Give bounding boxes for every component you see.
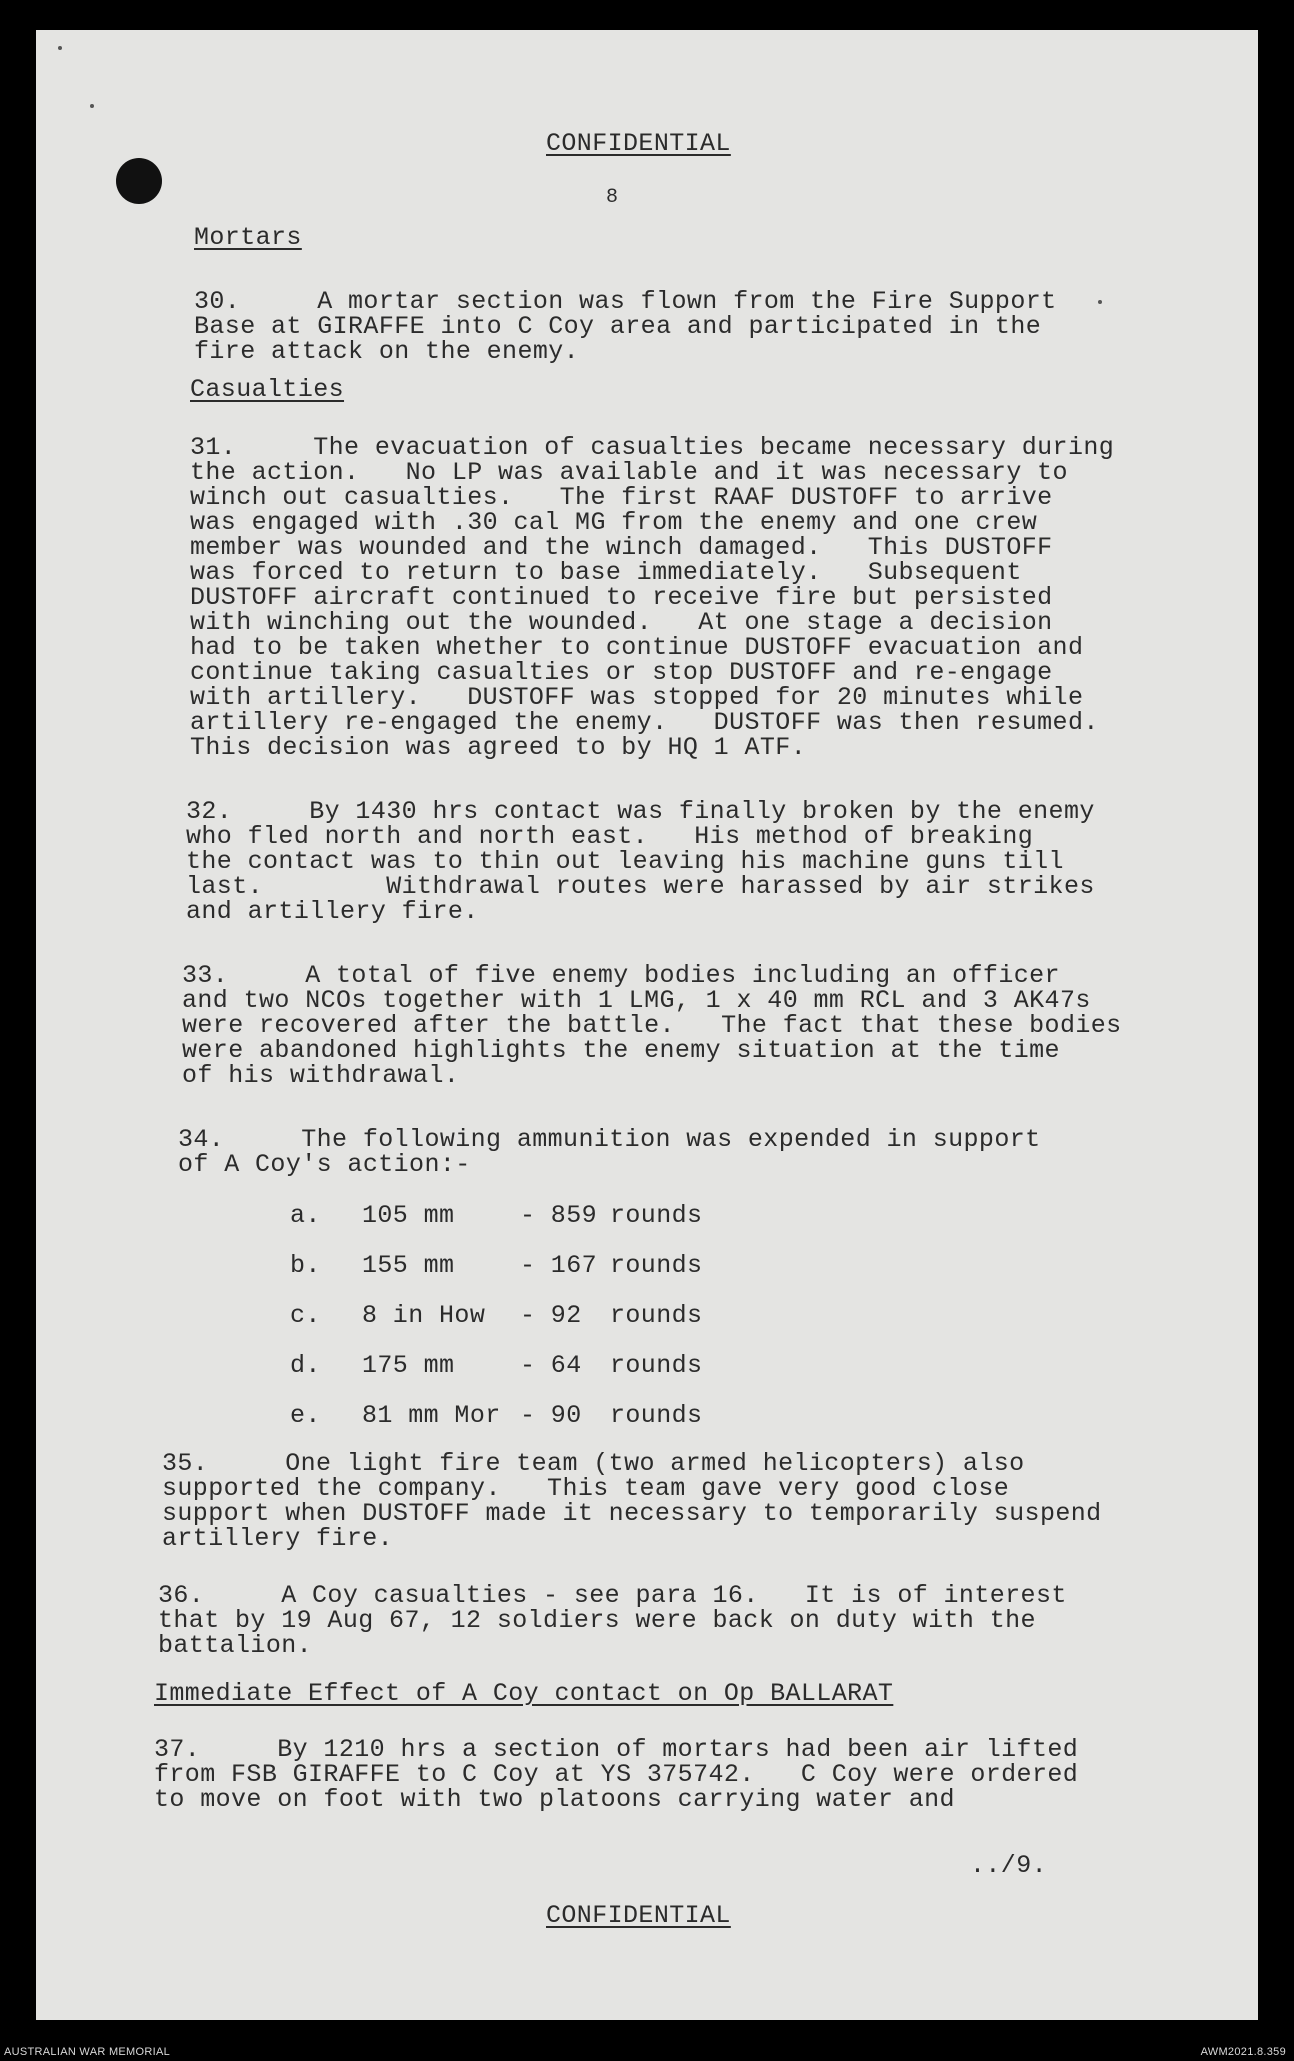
item-unit: rounds bbox=[610, 1251, 703, 1280]
heading-casualties: Casualties bbox=[190, 375, 345, 404]
text-line: 35. One light fire team (two armed helicopters) also bbox=[162, 1449, 1025, 1478]
item-unit: rounds bbox=[610, 1351, 703, 1380]
text-line: and two NCOs together with 1 LMG, 1 x 40 mm RCL and 3 AK47s bbox=[182, 986, 1091, 1015]
text-line: 31. The evacuation of casualties became necessary during bbox=[190, 433, 1115, 462]
text-line: of his withdrawal. bbox=[182, 1061, 460, 1090]
text-line: continue taking casualties or stop DUSTOFF and re-engage bbox=[190, 658, 1053, 687]
text-line: had to be taken whether to continue DUSTOFF evacuation and bbox=[190, 633, 1084, 662]
text-line: 37. By 1210 hrs a section of mortars had been air lifted bbox=[154, 1735, 1079, 1764]
text-line: of A Coy's action:- bbox=[178, 1150, 471, 1179]
text-line: were abandoned highlights the enemy situation at the time bbox=[182, 1036, 1060, 1065]
item-weapon: 175 mm bbox=[362, 1351, 455, 1380]
text-line: the contact was to thin out leaving his machine guns till bbox=[186, 847, 1064, 876]
item-count: - 92 bbox=[520, 1301, 582, 1330]
text-line: support when DUSTOFF made it necessary to temporarily suspend bbox=[162, 1499, 1102, 1528]
item-weapon: 81 mm Mor bbox=[362, 1401, 501, 1430]
text-line: member was wounded and the winch damaged. This DUSTOFF bbox=[190, 533, 1053, 562]
text-line: with artillery. DUSTOFF was stopped for 20 minutes while bbox=[190, 683, 1084, 712]
item-weapon: 8 in How bbox=[362, 1301, 486, 1330]
footer-classification: CONFIDENTIAL bbox=[546, 1901, 731, 1930]
archive-reference: AWM2021.8.359 bbox=[1200, 2046, 1286, 2058]
text-line: This decision was agreed to by HQ 1 ATF. bbox=[190, 733, 807, 762]
paper-speck bbox=[90, 104, 94, 108]
item-letter: d. bbox=[290, 1351, 321, 1380]
punch-hole bbox=[116, 158, 162, 204]
item-count: - 64 bbox=[520, 1351, 582, 1380]
archive-institution: AUSTRALIAN WAR MEMORIAL bbox=[4, 2046, 171, 2058]
item-unit: rounds bbox=[610, 1301, 703, 1330]
text-line: the action. No LP was available and it was necessary to bbox=[190, 458, 1068, 487]
document-page bbox=[36, 30, 1258, 2020]
text-line: to move on foot with two platoons carrying water and bbox=[154, 1785, 955, 1814]
heading-immediate-effect: Immediate Effect of A Coy contact on Op BALLARAT bbox=[154, 1679, 894, 1708]
text-line: DUSTOFF aircraft continued to receive fire but persisted bbox=[190, 583, 1053, 612]
text-line: fire attack on the enemy. bbox=[194, 337, 580, 366]
text-line: winch out casualties. The first RAAF DUSTOFF to arrive bbox=[190, 483, 1053, 512]
text-line: 36. A Coy casualties - see para 16. It is of interest bbox=[158, 1581, 1067, 1610]
item-count: - 90 bbox=[520, 1401, 582, 1430]
text-line: 32. By 1430 hrs contact was finally broken by the enemy bbox=[186, 797, 1095, 826]
text-line: was forced to return to base immediately. Subsequent bbox=[190, 558, 1022, 587]
item-count: - 859 bbox=[520, 1201, 598, 1230]
text-line: was engaged with .30 cal MG from the enemy and one crew bbox=[190, 508, 1038, 537]
text-line: that by 19 Aug 67, 12 soldiers were back on duty with the bbox=[158, 1606, 1036, 1635]
heading-mortars: Mortars bbox=[194, 223, 302, 252]
text-line: artillery fire. bbox=[162, 1524, 394, 1553]
item-weapon: 155 mm bbox=[362, 1251, 455, 1280]
item-letter: c. bbox=[290, 1301, 321, 1330]
item-count: - 167 bbox=[520, 1251, 598, 1280]
text-line: Base at GIRAFFE into C Coy area and participated in the bbox=[194, 312, 1042, 341]
item-letter: b. bbox=[290, 1251, 321, 1280]
item-letter: e. bbox=[290, 1401, 321, 1430]
page-number: 8 bbox=[606, 186, 619, 209]
text-line: with winching out the wounded. At one stage a decision bbox=[190, 608, 1053, 637]
continuation-marker: ../9. bbox=[970, 1851, 1048, 1880]
text-line: from FSB GIRAFFE to C Coy at YS 375742. C Coy were ordered bbox=[154, 1760, 1079, 1789]
item-unit: rounds bbox=[610, 1201, 703, 1230]
header-classification: CONFIDENTIAL bbox=[546, 129, 731, 158]
text-line: and artillery fire. bbox=[186, 897, 479, 926]
text-line: 30. A mortar section was flown from the Fire Support bbox=[194, 287, 1057, 316]
item-letter: a. bbox=[290, 1201, 321, 1230]
text-line: 34. The following ammunition was expended in support bbox=[178, 1125, 1041, 1154]
text-line: artillery re-engaged the enemy. DUSTOFF was then resumed. bbox=[190, 708, 1099, 737]
paper-speck bbox=[1098, 300, 1102, 304]
paper-speck bbox=[58, 46, 62, 50]
archive-footer-bar bbox=[0, 2042, 1294, 2061]
item-weapon: 105 mm bbox=[362, 1201, 455, 1230]
text-line: 33. A total of five enemy bodies including an officer bbox=[182, 961, 1060, 990]
item-unit: rounds bbox=[610, 1401, 703, 1430]
text-line: were recovered after the battle. The fact that these bodies bbox=[182, 1011, 1122, 1040]
text-line: supported the company. This team gave very good close bbox=[162, 1474, 1010, 1503]
text-line: battalion. bbox=[158, 1631, 313, 1660]
text-line: last. Withdrawal routes were harassed by air strikes bbox=[186, 872, 1095, 901]
text-line: who fled north and north east. His method of breaking bbox=[186, 822, 1034, 851]
